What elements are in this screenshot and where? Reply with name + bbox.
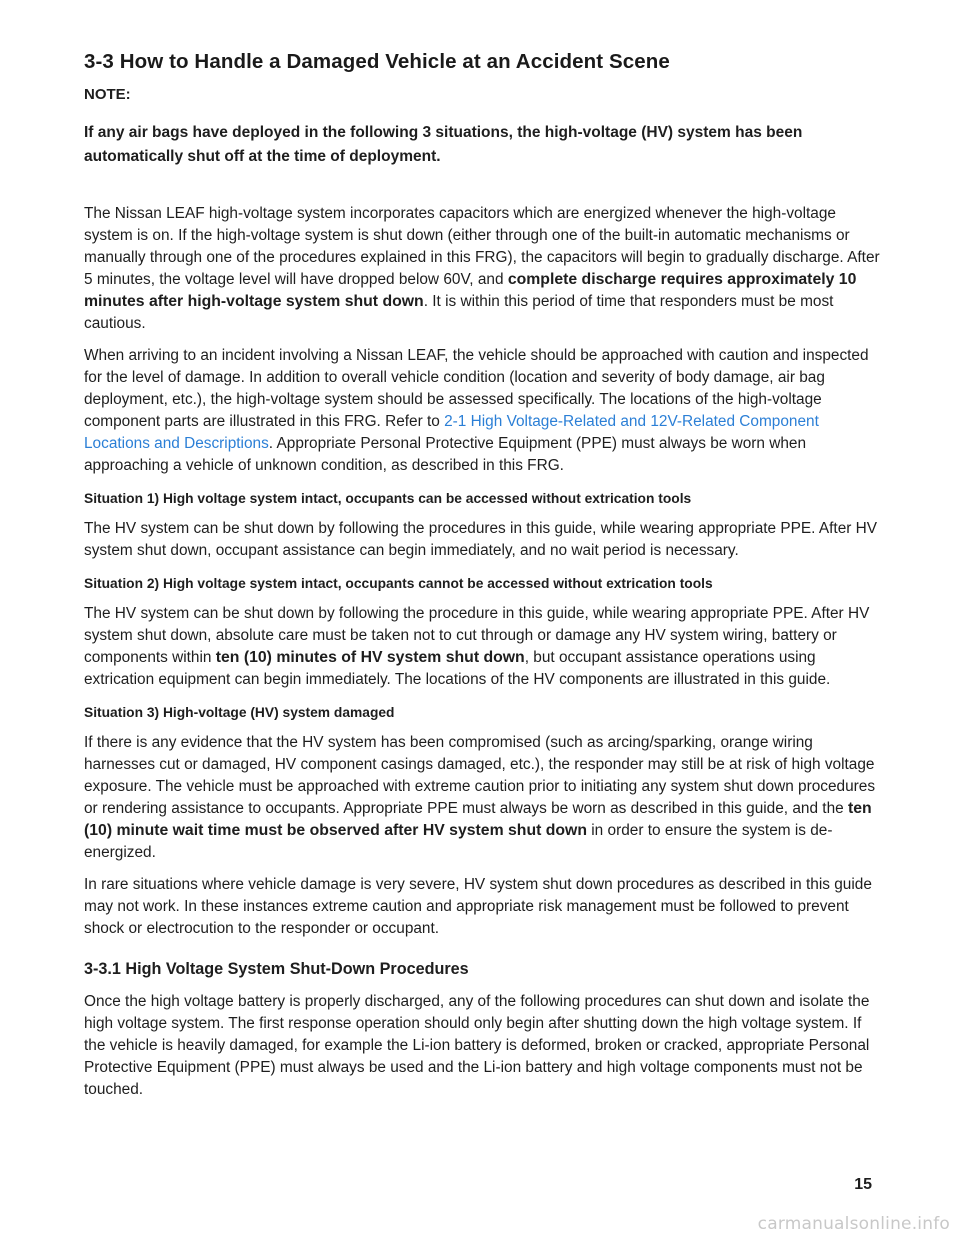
situation-1-text: The HV system can be shut down by following the procedures in this guide, while wearing appropriate PPE. After HV system shut down, occupant assistance can begin immediately, and no wait period is necessary.: [84, 520, 878, 559]
note-text: If any air bags have deployed in the following 3 situations, the high-voltage (HV) system has been automatically shut off at the time of deployment.: [84, 124, 803, 165]
paragraph-arrival-text-c: . Appropriate Personal Protective Equipment (PPE) must always be worn when approaching a vehicle of unknown condition, as described in this FRG.: [84, 435, 807, 474]
page-number: 15: [854, 1176, 872, 1193]
situation-3-text-a: If there is any evidence that the HV system has been compromised (such as arcing/sparking, orange wiring harnesses cut or damaged, HV component casings damaged, etc.), the responder may still be at risk of high voltage exposure. The vehicle must be approached with extreme caution prior to initiating any system shut down procedures or rendering assistance to occupants. Appropriate PPE must always be worn as described in this guide, and the: [84, 734, 876, 817]
paragraph-capacitors-emphasis: complete discharge requires approximately 10 minutes after high-voltage system shut down: [84, 271, 857, 310]
paragraph-capacitors: [84, 203, 884, 335]
situation-2-text: [84, 603, 884, 691]
situation-2-text-c: , but occupant assistance operations using extrication equipment can begin immediately. The locations of the HV components are illustrated in this guide.: [84, 649, 831, 688]
situation-3-heading: Situation 3) High-voltage (HV) system damaged: [84, 705, 395, 720]
situation-3-text-c: in order to ensure the system is de-energized.: [84, 822, 833, 861]
situation-1-heading: Situation 1) High voltage system intact, occupants can be accessed without extrication tools: [84, 491, 692, 506]
component-locations-link[interactable]: 2-1 High Voltage-Related and 12V-Related Component Locations and Descriptions: [84, 413, 819, 452]
page-title: 3-3 How to Handle a Damaged Vehicle at an Accident Scene: [84, 50, 670, 73]
paragraph-arrival-text-a: When arriving to an incident involving a Nissan LEAF, the vehicle should be approached with caution and inspected for the level of damage. In addition to overall vehicle condition (location and severity of body damage, air bag deployment, etc.), the high-voltage system should be assessed specifically. The locations of the high-voltage component parts are illustrated in this FRG. Refer to: [84, 347, 869, 430]
watermark: carmanualsonline.info: [757, 1214, 950, 1234]
paragraph-shutdown: Once the high voltage battery is properly discharged, any of the following procedures can shut down and isolate the high voltage system. The first response operation should only begin after shutting down the high voltage system. If the vehicle is heavily damaged, for example the Li-ion battery is deformed, broken or cracked, appropriate Personal Protective Equipment (PPE) must always be used and the Li-ion battery and high voltage components must not be touched.: [84, 993, 870, 1098]
situation-3-text: [84, 732, 884, 864]
paragraph-capacitors-text-c: . It is within this period of time that responders must be most cautious.: [84, 293, 834, 332]
paragraph-capacitors-text-a: The Nissan LEAF high-voltage system incorporates capacitors which are energized whenever the high-voltage system is on. If the high-voltage system is shut down (either through one of the built-in automatic mechanisms or manually through one of the procedures explained in this FRG), the capacitors will begin to gradually discharge. After 5 minutes, the voltage level will have dropped below 60V, and: [84, 205, 880, 288]
situation-2-text-a: The HV system can be shut down by following the procedure in this guide, while wearing appropriate PPE. After HV system shut down, absolute care must be taken not to cut through or damage any HV system wiring, battery or components within: [84, 605, 870, 666]
section-subheading: 3-3.1 High Voltage System Shut-Down Procedures: [84, 960, 469, 978]
paragraph-rare-situations: In rare situations where vehicle damage is very severe, HV system shut down procedures as described in this guide may not work. In these instances extreme caution and appropriate risk management must be followed to prevent shock or electrocution to the responder or occupant.: [84, 876, 872, 937]
situation-2-emphasis: ten (10) minutes of HV system shut down: [215, 649, 525, 666]
page-content: [84, 50, 884, 1111]
situation-3-emphasis: ten (10) minute wait time must be observed after HV system shut down: [84, 800, 872, 839]
note-label: NOTE:: [84, 86, 131, 103]
paragraph-arrival: [84, 345, 884, 477]
situation-2-heading: Situation 2) High voltage system intact, occupants cannot be accessed without extrication tools: [84, 576, 713, 591]
